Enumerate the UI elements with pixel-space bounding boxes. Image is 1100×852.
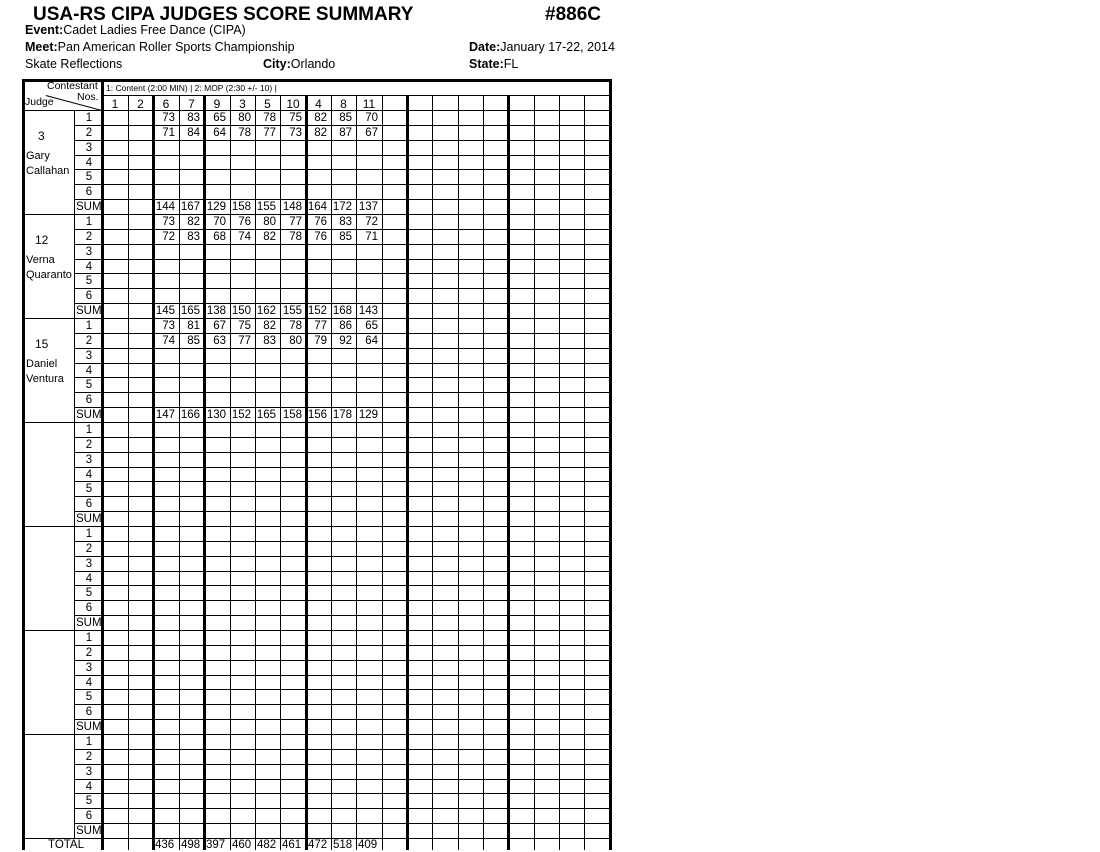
column-divider bbox=[458, 95, 459, 850]
score-cell: 87 bbox=[339, 127, 352, 139]
score-cell: 72 bbox=[162, 231, 175, 243]
judge-first-name: Daniel bbox=[26, 358, 58, 370]
row-divider bbox=[74, 244, 609, 245]
score-cell: 83 bbox=[263, 335, 276, 347]
score-cell: 65 bbox=[365, 320, 378, 332]
meet-line bbox=[25, 40, 295, 54]
sum-cell: 150 bbox=[231, 305, 251, 317]
score-cell: 73 bbox=[289, 127, 302, 139]
score-cell: 77 bbox=[289, 216, 302, 228]
row-divider bbox=[74, 259, 609, 260]
event-line bbox=[25, 23, 246, 37]
city-value: Orlando bbox=[290, 57, 336, 71]
sum-cell: 162 bbox=[256, 305, 276, 317]
score-row-label: 4 bbox=[85, 469, 93, 481]
sum-cell: 148 bbox=[282, 201, 302, 213]
score-row-label: 4 bbox=[85, 677, 93, 689]
score-cell: 80 bbox=[289, 335, 302, 347]
judge-number: 15 bbox=[35, 337, 49, 351]
score-row-label: 2 bbox=[85, 231, 93, 243]
row-divider bbox=[74, 288, 609, 289]
page-title: USA-RS CIPA JUDGES SCORE SUMMARY bbox=[33, 4, 414, 25]
score-row-label: 4 bbox=[85, 573, 93, 585]
column-divider bbox=[559, 95, 560, 850]
score-row-label: 6 bbox=[85, 394, 93, 406]
score-cell: 73 bbox=[162, 320, 175, 332]
row-divider bbox=[74, 615, 609, 616]
state-label: State: bbox=[469, 57, 504, 71]
score-cell: 84 bbox=[187, 127, 200, 139]
row-divider bbox=[74, 155, 609, 156]
total-label: TOTAL bbox=[48, 839, 84, 851]
score-cell: 81 bbox=[187, 320, 200, 332]
contestant-number: 5 bbox=[264, 97, 271, 111]
score-row-label: 3 bbox=[85, 246, 93, 258]
sum-row-label: SUM bbox=[76, 825, 102, 837]
contestant-number: 2 bbox=[137, 97, 144, 111]
score-cell: 83 bbox=[187, 112, 200, 124]
score-row-label: 1 bbox=[85, 632, 93, 644]
state-line bbox=[469, 57, 518, 71]
total-cell: 460 bbox=[232, 839, 252, 851]
contestant-number: 10 bbox=[286, 97, 300, 111]
score-row-label: 1 bbox=[85, 736, 93, 748]
column-divider bbox=[534, 95, 535, 850]
row-divider bbox=[74, 793, 609, 794]
sum-cell: 165 bbox=[180, 305, 200, 317]
judge-last-name: Quaranto bbox=[26, 269, 72, 281]
sum-cell: 137 bbox=[358, 201, 378, 213]
row-divider bbox=[74, 556, 609, 557]
sum-cell: 164 bbox=[307, 201, 327, 213]
score-cell: 76 bbox=[314, 216, 327, 228]
score-row-label: 6 bbox=[85, 290, 93, 302]
event-label: Event: bbox=[25, 23, 64, 37]
venue: Skate Reflections bbox=[25, 57, 123, 71]
total-cell: 436 bbox=[155, 839, 175, 851]
sum-cell: 155 bbox=[282, 305, 302, 317]
sum-row-label: SUM bbox=[76, 409, 102, 421]
row-divider bbox=[74, 452, 609, 453]
judge-first-name: Verna bbox=[26, 254, 55, 266]
column-divider bbox=[406, 95, 409, 850]
score-cell: 79 bbox=[314, 335, 327, 347]
score-cell: 71 bbox=[365, 231, 378, 243]
score-row-label: 5 bbox=[85, 171, 93, 183]
judge-last-name: Callahan bbox=[26, 165, 70, 177]
contestant-number: 4 bbox=[315, 97, 322, 111]
score-row-label: 1 bbox=[85, 320, 93, 332]
score-cell: 73 bbox=[162, 216, 175, 228]
score-cell: 77 bbox=[263, 127, 276, 139]
sum-cell: 130 bbox=[206, 409, 226, 421]
row-divider bbox=[74, 660, 609, 661]
score-cell: 64 bbox=[213, 127, 226, 139]
contestant-number: 8 bbox=[340, 97, 347, 111]
score-cell: 78 bbox=[289, 320, 302, 332]
total-cell: 518 bbox=[333, 839, 353, 851]
score-row-label: 5 bbox=[85, 379, 93, 391]
score-cell: 67 bbox=[365, 127, 378, 139]
score-row-label: 2 bbox=[85, 335, 93, 347]
score-cell: 70 bbox=[213, 216, 226, 228]
score-cell: 80 bbox=[263, 216, 276, 228]
column-divider bbox=[483, 95, 484, 850]
score-cell: 83 bbox=[187, 231, 200, 243]
score-cell: 86 bbox=[339, 320, 352, 332]
date-line bbox=[469, 40, 615, 54]
score-cell: 64 bbox=[365, 335, 378, 347]
sum-cell: 166 bbox=[180, 409, 200, 421]
total-cell: 482 bbox=[257, 839, 277, 851]
judge-first-name: Gary bbox=[26, 150, 50, 162]
sum-cell: 144 bbox=[155, 201, 175, 213]
sum-cell: 158 bbox=[282, 409, 302, 421]
column-divider bbox=[507, 95, 510, 850]
sum-cell: 167 bbox=[180, 201, 200, 213]
row-divider bbox=[74, 749, 609, 750]
row-divider bbox=[74, 600, 609, 601]
score-cell: 82 bbox=[314, 112, 327, 124]
score-cell: 77 bbox=[314, 320, 327, 332]
row-divider bbox=[74, 764, 609, 765]
score-cell: 83 bbox=[339, 216, 352, 228]
score-row-label: 6 bbox=[85, 706, 93, 718]
grid-top-border bbox=[22, 79, 612, 82]
score-cell: 70 bbox=[365, 112, 378, 124]
judge-number: 3 bbox=[38, 129, 45, 143]
row-divider bbox=[74, 437, 609, 438]
score-row-label: 3 bbox=[85, 662, 93, 674]
score-cell: 78 bbox=[238, 127, 251, 139]
row-divider bbox=[74, 481, 609, 482]
row-divider bbox=[74, 169, 609, 170]
score-cell: 74 bbox=[162, 335, 175, 347]
score-cell: 75 bbox=[238, 320, 251, 332]
judge-block-divider bbox=[22, 734, 609, 735]
score-row-label: 1 bbox=[85, 216, 93, 228]
score-cell: 85 bbox=[187, 335, 200, 347]
score-row-label: 6 bbox=[85, 810, 93, 822]
score-row-label: 3 bbox=[85, 558, 93, 570]
sum-cell: 152 bbox=[307, 305, 327, 317]
score-row-label: 1 bbox=[85, 112, 93, 124]
sum-row-label: SUM bbox=[76, 201, 102, 213]
score-row-label: 5 bbox=[85, 275, 93, 287]
meet-value: Pan American Roller Sports Championship bbox=[57, 40, 295, 54]
score-cell: 82 bbox=[263, 231, 276, 243]
score-row-label: 6 bbox=[85, 602, 93, 614]
score-row-label: 5 bbox=[85, 691, 93, 703]
judge-block-divider bbox=[22, 526, 609, 527]
row-divider bbox=[74, 273, 609, 274]
score-cell: 73 bbox=[162, 112, 175, 124]
row-divider bbox=[74, 467, 609, 468]
score-cell: 82 bbox=[187, 216, 200, 228]
corner-judge-label: Judge bbox=[25, 96, 54, 108]
grid-right-border bbox=[609, 79, 612, 850]
sum-row-label: SUM bbox=[76, 721, 102, 733]
score-row-label: 4 bbox=[85, 261, 93, 273]
score-cell: 78 bbox=[263, 112, 276, 124]
score-cell: 85 bbox=[339, 112, 352, 124]
contestant-number: 1 bbox=[111, 97, 119, 111]
column-divider bbox=[584, 95, 585, 850]
score-cell: 78 bbox=[289, 231, 302, 243]
form-code: #886C bbox=[545, 4, 601, 25]
score-row-label: 4 bbox=[85, 157, 93, 169]
meet-label: Meet: bbox=[25, 40, 58, 54]
row-divider bbox=[74, 823, 609, 824]
corner-contestant-label: Contestant bbox=[47, 80, 98, 92]
total-cell: 397 bbox=[206, 839, 226, 851]
corner-divider bbox=[101, 79, 104, 110]
score-cell: 71 bbox=[162, 127, 175, 139]
sum-cell: 156 bbox=[307, 409, 327, 421]
score-row-label: 2 bbox=[85, 647, 93, 659]
sum-cell: 158 bbox=[231, 201, 251, 213]
sum-cell: 152 bbox=[231, 409, 251, 421]
row-divider bbox=[74, 571, 609, 572]
judge-last-name: Ventura bbox=[26, 373, 64, 385]
total-cell: 461 bbox=[282, 839, 302, 851]
city-line bbox=[263, 57, 335, 71]
column-divider bbox=[432, 95, 433, 850]
row-divider bbox=[74, 541, 609, 542]
score-row-label: 3 bbox=[85, 142, 93, 154]
row-divider bbox=[74, 779, 609, 780]
judge-number: 12 bbox=[35, 233, 49, 247]
score-cell: 63 bbox=[213, 335, 226, 347]
score-row-label: 2 bbox=[85, 439, 93, 451]
score-row-label: 1 bbox=[85, 424, 93, 436]
score-row-label: 2 bbox=[85, 543, 93, 555]
score-row-label: 3 bbox=[85, 350, 93, 362]
contestant-number: 11 bbox=[362, 97, 376, 111]
score-cell: 82 bbox=[263, 320, 276, 332]
row-divider bbox=[74, 675, 609, 676]
score-row-label: 6 bbox=[85, 186, 93, 198]
row-divider bbox=[74, 689, 609, 690]
row-divider bbox=[74, 140, 609, 141]
judge-block-divider bbox=[22, 422, 609, 423]
score-cell: 72 bbox=[365, 216, 378, 228]
score-row-label: 5 bbox=[85, 483, 93, 495]
score-cell: 82 bbox=[314, 127, 327, 139]
sum-cell: 129 bbox=[206, 201, 226, 213]
score-cell: 85 bbox=[339, 231, 352, 243]
sum-cell: 168 bbox=[332, 305, 352, 317]
score-cell: 65 bbox=[213, 112, 226, 124]
score-legend: 1: Content (2:00 MIN) | 2: MOP (2:30 +/- 10) | bbox=[106, 83, 277, 93]
score-cell: 76 bbox=[238, 216, 251, 228]
row-divider bbox=[74, 184, 609, 185]
score-cell: 68 bbox=[213, 231, 226, 243]
score-row-label: 3 bbox=[85, 454, 93, 466]
row-divider bbox=[74, 377, 609, 378]
score-cell: 92 bbox=[339, 335, 352, 347]
corner-nos-label: Nos. bbox=[77, 91, 99, 103]
sum-cell: 145 bbox=[155, 305, 175, 317]
contestant-number: 9 bbox=[213, 97, 221, 111]
sum-cell: 165 bbox=[256, 409, 276, 421]
row-divider bbox=[74, 392, 609, 393]
row-divider bbox=[74, 704, 609, 705]
score-cell: 67 bbox=[213, 320, 226, 332]
score-row-label: 1 bbox=[85, 528, 93, 540]
score-row-label: 6 bbox=[85, 498, 93, 510]
contestant-number: 6 bbox=[162, 97, 170, 111]
row-divider bbox=[74, 808, 609, 809]
score-row-label: 2 bbox=[85, 127, 93, 139]
contestant-number: 7 bbox=[188, 97, 195, 111]
sum-cell: 147 bbox=[155, 409, 175, 421]
state-value: FL bbox=[503, 57, 519, 71]
sum-cell: 172 bbox=[332, 201, 352, 213]
row-divider bbox=[74, 363, 609, 364]
date-value: January 17-22, 2014 bbox=[500, 40, 615, 54]
sum-cell: 178 bbox=[332, 409, 352, 421]
row-divider bbox=[74, 645, 609, 646]
score-row-label: 4 bbox=[85, 365, 93, 377]
sum-row-label: SUM bbox=[76, 305, 102, 317]
sum-cell: 138 bbox=[206, 305, 226, 317]
score-row-label: 5 bbox=[85, 587, 93, 599]
total-cell: 498 bbox=[181, 839, 201, 851]
score-row-label: 3 bbox=[85, 766, 93, 778]
city-label: City: bbox=[263, 57, 291, 71]
total-cell: 472 bbox=[308, 839, 328, 851]
score-cell: 77 bbox=[238, 335, 251, 347]
score-cell: 75 bbox=[289, 112, 302, 124]
total-cell: 409 bbox=[358, 839, 378, 851]
row-divider bbox=[74, 348, 609, 349]
sum-row-label: SUM bbox=[76, 617, 102, 629]
score-row-label: 4 bbox=[85, 781, 93, 793]
score-cell: 80 bbox=[238, 112, 251, 124]
sum-cell: 143 bbox=[358, 305, 378, 317]
score-row-label: 5 bbox=[85, 795, 93, 807]
event-value: Cadet Ladies Free Dance (CIPA) bbox=[63, 23, 246, 37]
column-divider bbox=[128, 95, 129, 850]
score-cell: 74 bbox=[238, 231, 251, 243]
row-divider bbox=[74, 511, 609, 512]
sum-row-label: SUM bbox=[76, 513, 102, 525]
date-label: Date: bbox=[469, 40, 501, 54]
row-divider bbox=[74, 585, 609, 586]
contestant-number: 3 bbox=[239, 97, 246, 111]
column-divider bbox=[382, 95, 383, 850]
sum-cell: 155 bbox=[256, 201, 276, 213]
score-cell: 76 bbox=[314, 231, 327, 243]
score-row-label: 2 bbox=[85, 751, 93, 763]
sum-cell: 129 bbox=[358, 409, 378, 421]
judge-block-divider bbox=[22, 630, 609, 631]
row-divider bbox=[74, 496, 609, 497]
row-divider bbox=[74, 719, 609, 720]
